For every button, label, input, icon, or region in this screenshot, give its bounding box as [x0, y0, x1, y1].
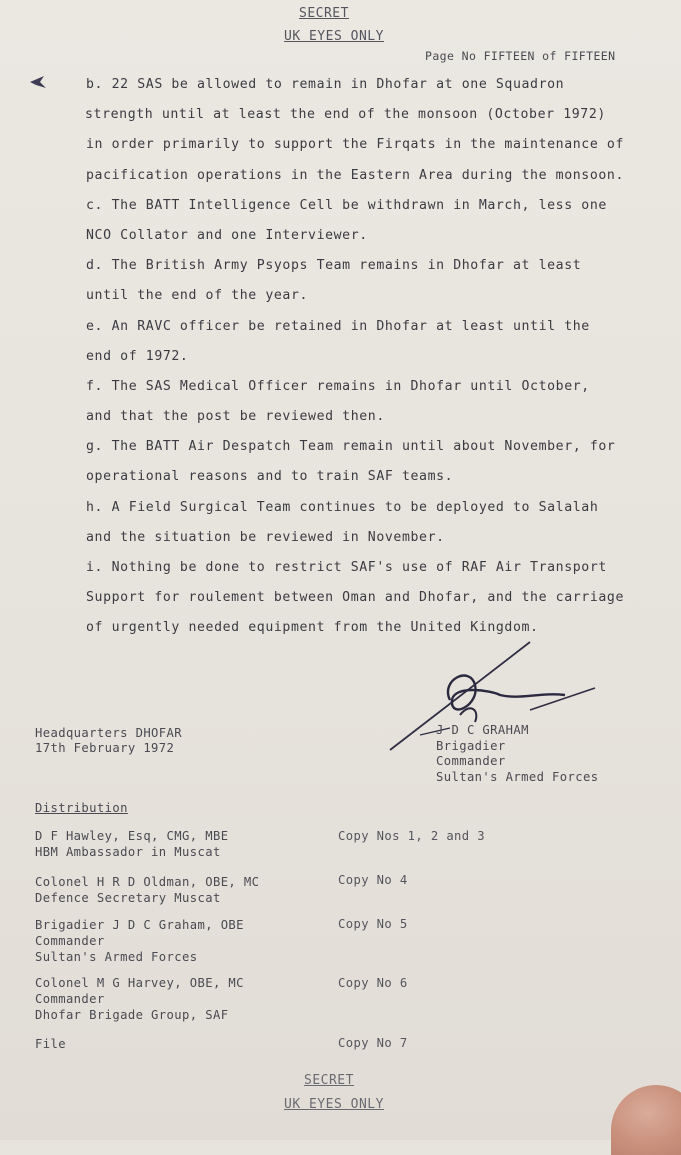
- distribution-entry-1: [35, 828, 228, 860]
- origin-date: 17th February 1972: [35, 741, 175, 755]
- para-e-line-2: end of 1972.: [86, 348, 189, 364]
- para-e-line-1: e. An RAVC officer be retained in Dhofar at least until the: [86, 318, 590, 334]
- para-b-line-1: b. 22 SAS be allowed to remain in Dhofar at one Squadron: [86, 77, 565, 92]
- para-b-line-2: strength until at least the end of the monsoon (October 1972): [85, 107, 606, 123]
- para-d-line-2: until the end of the year.: [86, 288, 309, 304]
- copy-number-5: Copy No 7: [338, 1036, 408, 1050]
- copy-number-1: Copy Nos 1, 2 and 3: [338, 829, 486, 843]
- distribution-title: HBM Ambassador in Muscat: [35, 845, 221, 859]
- distribution-name: Brigadier J D C Graham, OBE: [35, 918, 244, 932]
- para-f-line-2: and that the post be reviewed then.: [86, 409, 385, 425]
- para-f-line-1: f. The SAS Medical Officer remains in Dhofar until October,: [86, 378, 590, 394]
- para-i-line-1: i. Nothing be done to restrict SAF's use of RAF Air Transport: [86, 560, 607, 575]
- distribution-entry-2: [35, 874, 259, 906]
- copy-number-4: Copy No 6: [338, 976, 408, 990]
- distribution-name: D F Hawley, Esq, CMG, MBE: [35, 829, 229, 843]
- para-g-line-1: g. The BATT Air Despatch Team remain until about November, for: [86, 439, 616, 455]
- distribution-name: Colonel H R D Oldman, OBE, MC: [35, 875, 260, 889]
- para-i-line-2: Support for roulement between Oman and Dhofar, and the carriage: [86, 590, 624, 606]
- para-h-line-2: and the situation be reviewed in November.: [86, 529, 445, 545]
- distribution-heading: Distribution: [35, 801, 128, 815]
- signatory-block: [436, 723, 599, 785]
- footer-classification: SECRET: [304, 1073, 354, 1088]
- origin-location: Headquarters DHOFAR: [35, 726, 183, 740]
- para-c-line-1: c. The BATT Intelligence Cell be withdrawn in March, less one: [86, 197, 607, 213]
- signatory-rank: Brigadier: [436, 738, 506, 753]
- distribution-name: Colonel M G Harvey, OBE, MC: [35, 976, 244, 990]
- para-d-line-1: d. The British Army Psyops Team remains in Dhofar at least: [86, 258, 582, 274]
- para-b-line-3: in order primarily to support the Firqats in the maintenance of: [86, 137, 624, 153]
- copy-number-3: Copy No 5: [338, 917, 408, 931]
- distribution-org: Dhofar Brigade Group, SAF: [35, 1008, 229, 1022]
- para-h-line-1: h. A Field Surgical Team continues to be deployed to Salalah: [86, 499, 599, 515]
- para-g-line-2: operational reasons and to train SAF teams.: [86, 469, 454, 485]
- distribution-title: Commander: [35, 934, 105, 948]
- footer-handling: UK EYES ONLY: [284, 1097, 384, 1112]
- distribution-name: File: [35, 1037, 66, 1051]
- header-handling: UK EYES ONLY: [284, 29, 384, 44]
- distribution-entry-4: [35, 975, 244, 1023]
- distribution-org: Sultan's Armed Forces: [35, 950, 198, 964]
- signatory-org: Sultan's Armed Forces: [436, 769, 599, 784]
- distribution-title: Defence Secretary Muscat: [35, 891, 221, 905]
- para-b-line-4: pacification operations in the Eastern Area during the monsoon.: [86, 167, 624, 183]
- para-i-line-3: of urgently needed equipment from the United Kingdom.: [86, 620, 539, 636]
- header-classification: SECRET: [299, 6, 349, 21]
- page-number: Page No FIFTEEN of FIFTEEN: [425, 49, 616, 63]
- signatory-name: J D C GRAHAM: [436, 723, 529, 737]
- distribution-entry-3: [35, 917, 244, 965]
- distribution-title: Commander: [35, 992, 105, 1006]
- thumb-photo-artifact: [611, 1085, 681, 1155]
- margin-arrow-icon: [28, 72, 50, 94]
- distribution-entry-5: [35, 1036, 66, 1052]
- signatory-role: Commander: [436, 754, 506, 768]
- origin-block: [35, 726, 182, 756]
- copy-number-2: Copy No 4: [338, 873, 408, 887]
- body-paragraphs: [86, 70, 624, 644]
- para-c-line-2: NCO Collator and one Interviewer.: [86, 227, 368, 243]
